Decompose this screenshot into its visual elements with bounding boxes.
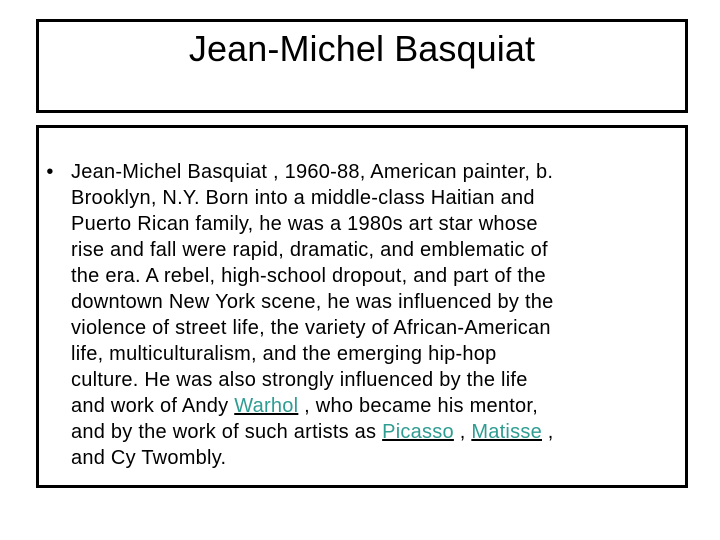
text-line-8: life, multiculturalism, and the emerging hip-hop	[71, 343, 497, 365]
matisse-link[interactable]: Matisse	[471, 421, 542, 443]
text-line-10	[71, 393, 693, 419]
content-box	[36, 125, 688, 488]
title-box	[36, 19, 688, 113]
text-line-4: rise and fall were rapid, dramatic, and emblematic of	[71, 239, 548, 261]
text-segment: ,	[541, 421, 554, 443]
text-segment: ,	[453, 421, 472, 443]
text-line-1: Jean-Michel Basquiat , 1960-88, American painter, b.	[71, 161, 554, 183]
text-line-11	[71, 419, 693, 445]
text-line-3: Puerto Rican family, he was a 1980s art star whose	[71, 213, 538, 235]
warhol-link[interactable]: Warhol	[234, 395, 299, 417]
text-line-6: downtown New York scene, he was influenced by the	[71, 291, 554, 313]
slide-title: Jean-Michel Basquiat	[188, 28, 536, 69]
bullet-item	[46, 159, 693, 471]
text-line-5: the era. A rebel, high-school dropout, and part of the	[71, 265, 546, 287]
text-segment: and work of Andy	[71, 395, 235, 417]
picasso-link[interactable]: Picasso	[382, 421, 454, 443]
text-line-12: and Cy Twombly.	[71, 447, 227, 469]
bullet-icon: •	[46, 161, 54, 183]
text-line-7: violence of street life, the variety of African-American	[71, 317, 551, 339]
text-line-2: Brooklyn, N.Y. Born into a middle-class Haitian and	[71, 187, 535, 209]
text-segment: and by the work of such artists as	[71, 421, 383, 443]
text-segment: , who became his mentor,	[298, 395, 539, 417]
text-line-9: culture. He was also strongly influenced by the life	[71, 369, 528, 391]
